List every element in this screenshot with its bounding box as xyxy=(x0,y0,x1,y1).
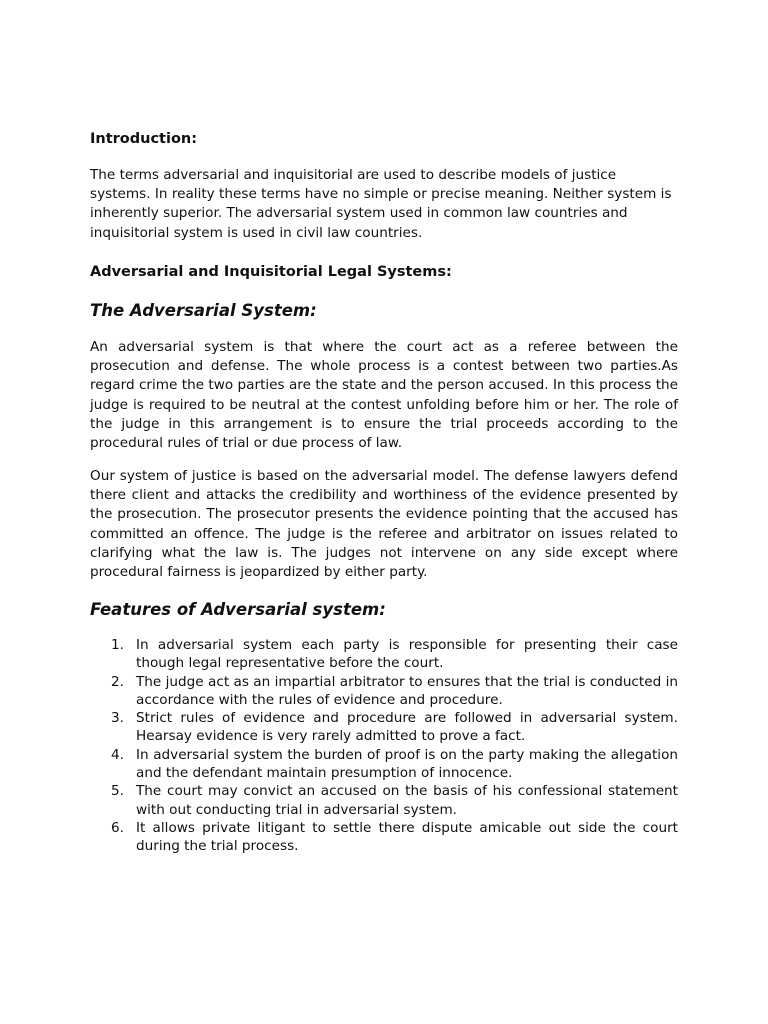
feature-number: 1. xyxy=(111,637,124,653)
feature-number: 2. xyxy=(111,673,124,690)
adversarial-system-heading: The Adversarial System: xyxy=(90,301,317,320)
feature-item-1 xyxy=(90,636,678,673)
feature-text: The judge act as an impartial arbitrator to ensures that the trial is conducted in accordance with the rules of evidence and procedure. xyxy=(136,673,678,708)
feature-text: In adversarial system each party is responsible for presenting their case though legal representative before the court. xyxy=(136,637,678,672)
adversarial-system-paragraph-1: An adversarial system is that where the court act as a referee between the prosecution and defense. The whole process is a contest between two parties.As regard crime the two parties are the state and the person accused. In this process the judge is required to be neutral at the contest unfolding before him or her. The role of the judge in this arrangement is to ensure the trial proceeds according to the procedural rules of trial or due process of law. xyxy=(90,339,678,452)
feature-item-3 xyxy=(90,709,678,746)
feature-number: 6. xyxy=(111,819,124,836)
feature-number: 3. xyxy=(111,710,124,727)
feature-text: It allows private litigant to settle there dispute amicable out side the court during the trial process. xyxy=(136,819,678,855)
legal-systems-heading: Adversarial and Inquisitorial Legal Systems: xyxy=(90,264,452,280)
feature-item-6 xyxy=(90,819,678,856)
feature-item-2 xyxy=(90,673,678,710)
feature-text: Strict rules of evidence and procedure are followed in adversarial system. Hearsay evidence is very rarely admitted to prove a fact. xyxy=(136,710,678,745)
feature-item-4 xyxy=(90,746,678,783)
feature-item-5 xyxy=(90,782,678,819)
feature-number: 4. xyxy=(111,746,124,763)
features-heading: Features of Adversarial system: xyxy=(90,600,386,619)
introduction-paragraph: The terms adversarial and inquisitorial are used to describe models of justice systems. In reality these terms have no simple or precise meaning. Neither system is inherently superior. The adversarial system used in common law countries and inquisitorial system is used in civil law countries. xyxy=(90,167,672,241)
feature-text: The court may convict an accused on the basis of his confessional statement with out conducting trial in adversarial system. xyxy=(136,783,678,818)
features-list xyxy=(90,636,678,856)
introduction-heading: Introduction: xyxy=(90,131,198,147)
feature-text: In adversarial system the burden of proof is on the party making the allegation and the defendant maintain presumption of innocence. xyxy=(136,746,678,782)
feature-number: 5. xyxy=(111,783,124,800)
adversarial-system-paragraph-2: Our system of justice is based on the adversarial model. The defense lawyers defend there client and attacks the credibility and worthiness of the evidence presented by the prosecution. The prosecutor presents the evidence pointing that the accused has committed an offence. The judge is the referee and arbitrator on issues related to clarifying what the law is. The judges not intervene on any side except where procedural fairness is jeopardized by either party. xyxy=(90,468,678,581)
